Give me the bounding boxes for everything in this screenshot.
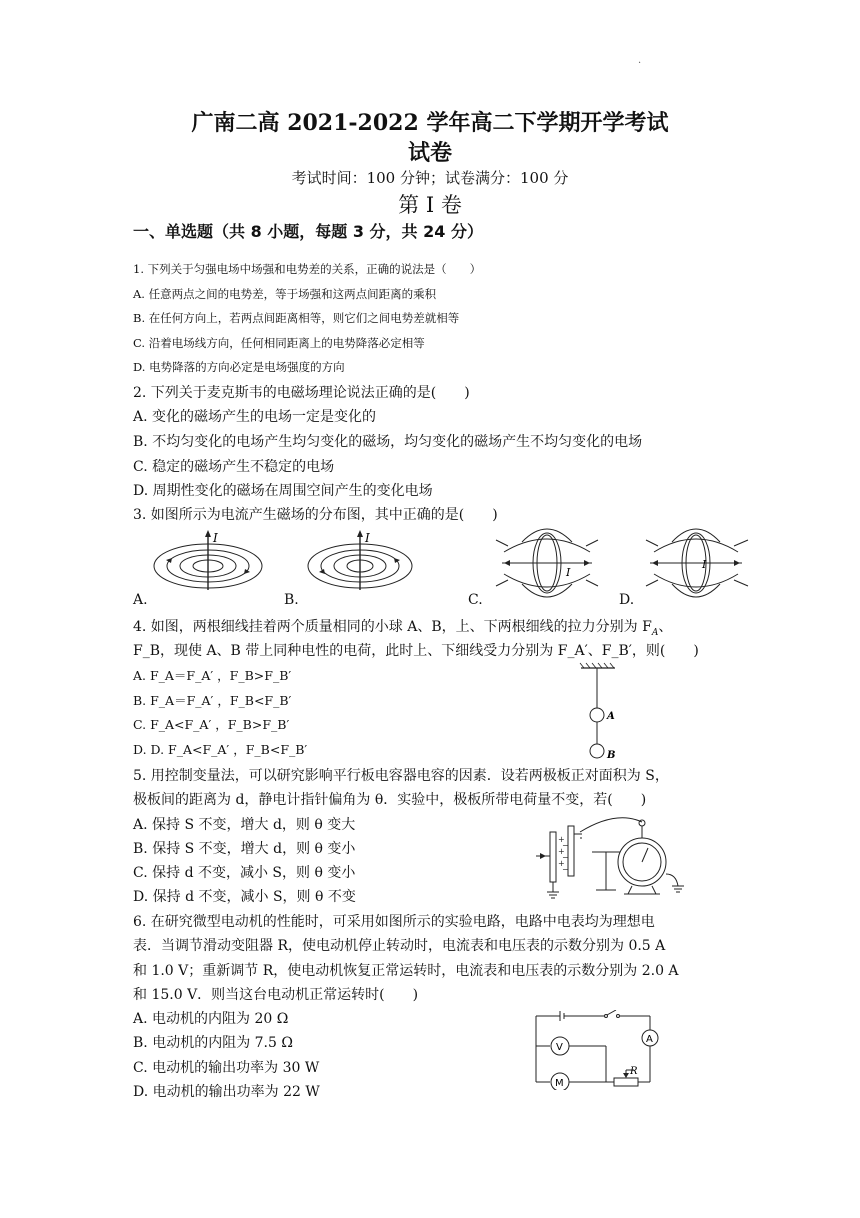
q3-option-b: B. bbox=[284, 592, 299, 608]
q3-fig-b-current-label: I bbox=[365, 531, 370, 545]
svg-text:+: + bbox=[558, 847, 565, 856]
q3-fig-a-current-label: I bbox=[213, 531, 218, 545]
q6-stem-line4: 和 15.0 V．则当这台电动机正常运转时( ) bbox=[133, 987, 419, 1003]
q6-figure bbox=[530, 1010, 666, 1090]
q6-resistor-label: R bbox=[630, 1066, 638, 1077]
q4-ball-b-label: B bbox=[607, 750, 616, 761]
q5-stem-line2: 极板间的距离为 d，静电计指针偏角为 θ．实验中，极板所带电荷量不变，若( ) bbox=[133, 792, 647, 808]
q6-option-a: A. 电动机的内阻为 20 Ω bbox=[133, 1011, 289, 1027]
q3-fig-d-current-label: I bbox=[702, 558, 707, 571]
q4-figure bbox=[575, 662, 625, 762]
q3-figure-d bbox=[644, 522, 756, 604]
q5-figure bbox=[536, 812, 698, 902]
q3-option-c: C. bbox=[468, 592, 483, 608]
q3-option-a: A. bbox=[133, 592, 148, 608]
q3-option-d: D. bbox=[619, 592, 635, 608]
q6-motor-label: M bbox=[555, 1078, 564, 1089]
exam-info: 考试时间：100 分钟；试卷满分：100 分 bbox=[291, 169, 569, 187]
svg-text:−: − bbox=[562, 853, 569, 862]
q6-stem-line2: 表．当调节滑动变阻器 R，使电动机停止转动时，电流表和电压表的示数分别为 0.5 A bbox=[133, 938, 666, 954]
q6-option-d: D. 电动机的输出功率为 22 W bbox=[133, 1084, 320, 1100]
q4-stem-line1: 4. 如图，两根细线挂着两个质量相同的小球 A、B，上、下两根细线的拉力分别为 $F_A$、 bbox=[133, 619, 673, 638]
q5-option-b: B. 保持 S 不变，增大 d，则 θ 变小 bbox=[133, 841, 356, 857]
q1-option-b: B. 在任何方向上，若两点间距离相等，则它们之间电势差就相等 bbox=[133, 311, 460, 325]
q3-fig-c-current-label: I bbox=[566, 566, 571, 579]
corner-mark: · bbox=[638, 58, 642, 69]
q6-option-c: C. 电动机的输出功率为 30 W bbox=[133, 1060, 320, 1076]
q4-option-d: D. D. F_A<F_A′ ，F_B<F_B′ bbox=[133, 742, 308, 757]
q5-option-d: D. 保持 d 不变，减小 S，则 θ 不变 bbox=[133, 889, 356, 905]
q4-option-a: A. F_A＝F_A′ ，F_B>F_B′ bbox=[133, 668, 292, 683]
q6-option-b: B. 电动机的内阻为 7.5 Ω bbox=[133, 1035, 293, 1051]
q6-stem-line1: 6. 在研究微型电动机的性能时，可采用如图所示的实验电路，电路中电表均为理想电 bbox=[133, 914, 655, 930]
q5-stem-line1: 5. 用控制变量法，可以研究影响平行板电容器电容的因素．设若两极板正对面积为 S， bbox=[133, 768, 669, 784]
q6-stem-line3: 和 1.0 V；重新调节 R，使电动机恢复正常运转时，电流表和电压表的示数分别为 2.0 A bbox=[133, 963, 679, 979]
q4-option-b: B. F_A＝F_A′ ，F_B<F_B′ bbox=[133, 693, 292, 708]
section-heading: 一、单选题（共 8 小题，每题 3 分，共 24 分） bbox=[133, 222, 483, 241]
svg-text:+: + bbox=[558, 859, 565, 868]
q2-option-b: B. 不均匀变化的电场产生均匀变化的磁场，均匀变化的磁场产生不均匀变化的电场 bbox=[133, 434, 643, 450]
q1-option-c: C. 沿着电场线方向，任何相同距离上的电势降落必定相等 bbox=[133, 336, 425, 350]
q6-voltmeter-label: V bbox=[556, 1042, 563, 1053]
q1-option-d: D. 电势降落的方向必定是电场强度的方向 bbox=[133, 360, 345, 374]
q1-option-a: A. 任意两点之间的电势差，等于场强和这两点间距离的乘积 bbox=[133, 287, 437, 301]
svg-text:−: − bbox=[562, 841, 569, 850]
exam-title: 广南二高 2021-2022 学年高二下学期开学考试 bbox=[191, 110, 669, 136]
q3-figure-c bbox=[492, 522, 602, 604]
q4-stem-line2: F_B，现使 A、B 带上同种电性的电荷，此时上、下细线受力分别为 F_A′、F_B′，则( ) bbox=[133, 643, 699, 659]
q1-stem: 1. 下列关于匀强电场中场强和电势差的关系，正确的说法是（ ） bbox=[133, 262, 482, 276]
svg-text:−: − bbox=[562, 865, 569, 874]
q3-figure-a bbox=[150, 528, 270, 594]
svg-text:+: + bbox=[558, 835, 565, 844]
q5-option-c: C. 保持 d 不变，减小 S，则 θ 变小 bbox=[133, 865, 356, 881]
q2-option-d: D. 周期性变化的磁场在周围空间产生的变化电场 bbox=[133, 483, 433, 499]
q3-figure-b bbox=[305, 528, 425, 594]
q6-ammeter-label: A bbox=[646, 1034, 653, 1045]
q3-stem: 3. 如图所示为电流产生磁场的分布图，其中正确的是( ) bbox=[133, 507, 498, 523]
q4-ball-a-label: A bbox=[607, 711, 615, 722]
q5-option-a: A. 保持 S 不变，增大 d，则 θ 变大 bbox=[133, 817, 356, 833]
exam-subtitle: 试卷 bbox=[407, 140, 452, 166]
q2-option-a: A. 变化的磁场产生的电场一定是变化的 bbox=[133, 409, 377, 425]
q2-option-c: C. 稳定的磁场产生不稳定的电场 bbox=[133, 459, 335, 475]
q4-option-c: C. F_A<F_A′ ，F_B>F_B′ bbox=[133, 717, 290, 732]
volume-heading: 第 I 卷 bbox=[398, 193, 462, 217]
q2-stem: 2. 下列关于麦克斯韦的电磁场理论说法正确的是( ) bbox=[133, 385, 470, 401]
